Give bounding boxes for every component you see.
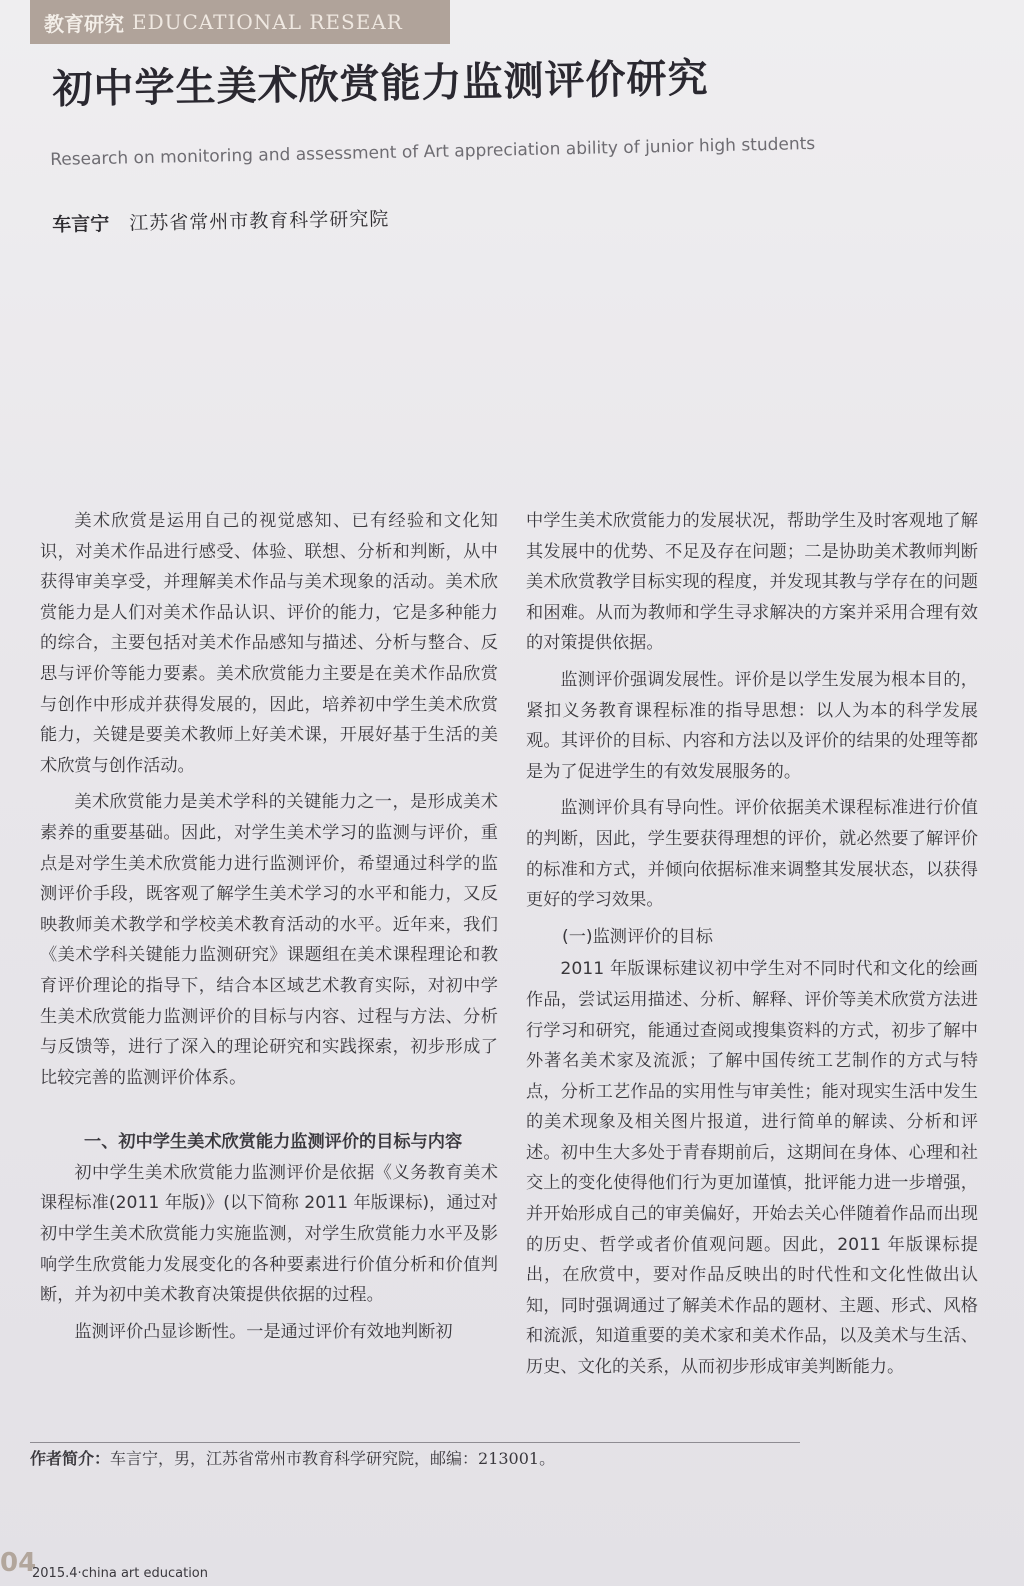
section-label-cn: 教育研究	[44, 11, 124, 36]
paragraph: 监测评价具有导向性。评价依据美术课程标准进行价值的判断，因此，学生要获得理想的评价，就必然要了解评价的标准和方式，并倾向依据标准来调整其发展状态，以获得更好的学习效果。	[526, 798, 978, 911]
section-label-en: EDUCATIONAL RESEAR	[132, 10, 403, 34]
footnote-divider	[30, 1442, 800, 1443]
author-institution: 江苏省常州市教育科学研究院	[129, 208, 390, 235]
left-column	[40, 506, 498, 1353]
author-footnote	[30, 1446, 930, 1469]
page-number: 04	[0, 1548, 37, 1578]
page-footer	[0, 1548, 400, 1586]
article-subtitle-en: Research on monitoring and assessment of Art appreciation ability of junior high students	[50, 133, 816, 170]
section-heading: 一、初中学生美术欣赏能力监测评价的目标与内容	[84, 1132, 463, 1153]
paragraph: 初中学生美术欣赏能力监测评价是依据《义务教育美术课程标准(2011 年版)》(以下简称 2011 年版课标)，通过对初中学生美术欣赏能力实施监测，对学生欣赏能力水平及影响学生欣赏能力发展变化的各种要素进行价值分析和价值判断，并为初中美术教育决策提供依据的过程。	[40, 1162, 498, 1306]
footnote-label: 作者简介：	[30, 1449, 111, 1468]
right-column	[526, 506, 978, 1389]
author-name: 车言宁	[52, 213, 110, 236]
subsection-heading: (一)监测评价的目标	[562, 926, 713, 947]
paragraph: 2011 年版课标建议初中学生对不同时代和文化的绘画作品，尝试运用描述、分析、解释、评价等美术欣赏方法进行学习和研究，能通过查阅或搜集资料的方式，初步了解中外著名美术家及流派；了解中国传统工艺制作的方式与特点，分析工艺作品的实用性与审美性；能对现实生活中发生的美术现象及相关图片报道，进行简单的解读、分析和评述。初中生大多处于青春期前后，这期间在身体、心理和社交上的变化使得他们行为更加谨慎，批评能力进一步增强，并开始形成自己的审美偏好，开始去关心伴随着作品而出现的历史、哲学或者价值观问题。因此，2011 年版课标提出，在欣赏中，要对作品反映出的时代性和文化性做出认知，同时强调通过了解美术作品的题材、主题、形式、风格和流派，知道重要的美术家和美术作品，以及美术与生活、历史、文化的关系，从而初步形成审美判断能力。	[526, 959, 978, 1378]
footnote-text: 车言宁，男，江苏省常州市教育科学研究院，邮编：213001。	[110, 1449, 556, 1468]
article-title: 初中学生美术欣赏能力监测评价研究	[52, 55, 709, 113]
paragraph: 美术欣赏是运用自己的视觉感知、已有经验和文化知识，对美术作品进行感受、体验、联想、分析和判断，从中获得审美享受，并理解美术作品与美术现象的活动。美术欣赏能力是人们对美术作品认识、评价的能力，它是多种能力的综合，主要包括对美术作品感知与描述、分析与整合、反思与评价等能力要素。美术欣赏能力主要是在美术作品欣赏与创作中形成并获得发展的，因此，培养初中学生美术欣赏能力，关键是要美术教师上好美术课，开展好基于生活的美术欣赏与创作活动。	[40, 511, 498, 776]
paragraph: 监测评价强调发展性。评价是以学生发展为根本目的，紧扣义务教育课程标准的指导思想：以人为本的科学发展观。其评价的目标、内容和方法以及评价的结果的处理等都是为了促进学生的有效发展服务的。	[526, 669, 978, 782]
paragraph: 监测评价凸显诊断性。一是通过评价有效地判断初	[74, 1321, 453, 1342]
paragraph-continuation: 中学生美术欣赏能力的发展状况，帮助学生及时客观地了解其发展中的优势、不足及存在问题；二是协助美术教师判断美术欣赏教学目标实现的程度，并发现其教与学存在的问题和困难。从而为教师和学生寻求解决的方案并采用合理有效的对策提供依据。	[526, 511, 978, 654]
byline	[52, 198, 752, 237]
paragraph: 美术欣赏能力是美术学科的关键能力之一，是形成美术素养的重要基础。因此，对学生美术学习的监测与评价，重点是对学生美术欣赏能力进行监测评价，希望通过科学的监测评价手段，既客观了解学生美术学习的水平和能力，又反映教师美术教学和学校美术教育活动的水平。近年来，我们《美术学科关键能力监测研究》课题组在美术课程理论和教育评价理论的指导下，结合本区域艺术教育实际，对初中学生美术欣赏能力监测评价的目标与内容、过程与方法、分析与反馈等，进行了深入的理论研究和实践探索，初步形成了比较完善的监测评价体系。	[40, 792, 498, 1088]
journal-issue: 2015.4·china art education	[32, 1566, 209, 1581]
section-header-tab	[30, 0, 450, 44]
